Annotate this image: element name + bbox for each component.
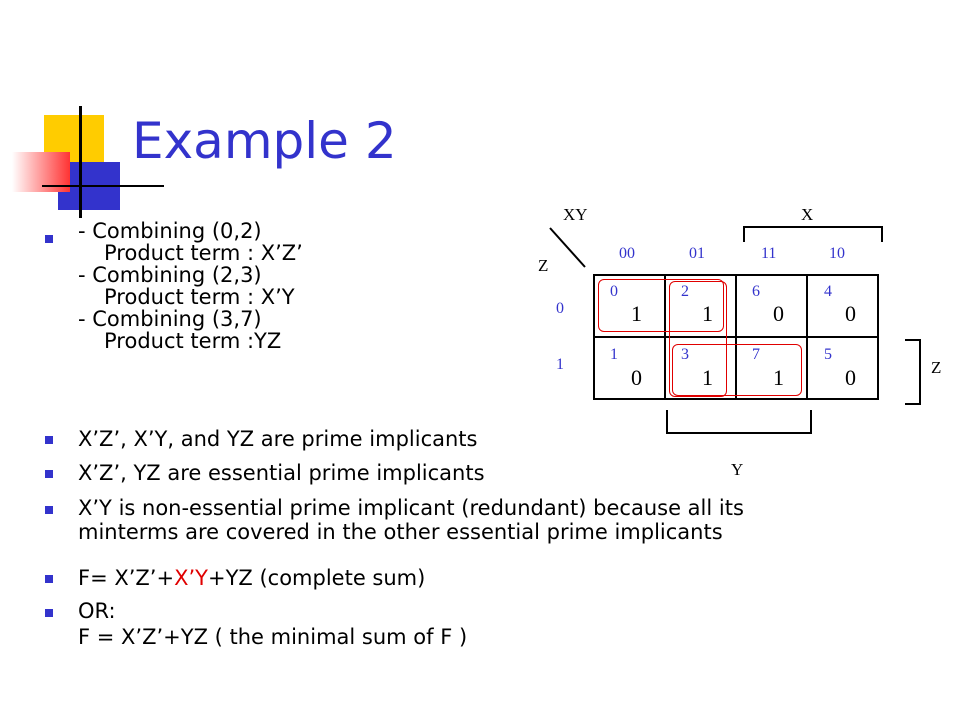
line-non-essential-1: X’Y is non-essential prime implicant (redundant) because all its [78, 496, 744, 520]
kmap-cell-index: 1 [610, 346, 618, 363]
kmap-cell-value: 1 [773, 365, 784, 390]
kmap-cell-value: 0 [773, 301, 784, 326]
slide-title: Example 2 [132, 112, 397, 170]
kmap-z-bracket [905, 339, 921, 405]
kmap-cell-index: 2 [681, 283, 689, 300]
kmap-cell-value: 0 [845, 365, 856, 390]
line-combining-3-7: - Combining (3,7) [78, 307, 262, 331]
line-combining-0-2: - Combining (0,2) [78, 219, 262, 243]
kmap-cell-index: 7 [752, 346, 760, 363]
bullet-prime-implicants: X’Z’, X’Y, and YZ are prime implicants [78, 427, 478, 451]
kmap-x-bracket [743, 226, 883, 242]
kmap-col-header: 11 [761, 245, 777, 262]
kmap-cell-value: 0 [845, 301, 856, 326]
kmap-y-label: Y [731, 460, 744, 479]
kmap-group-yz [672, 344, 802, 396]
kmap-y-bracket [666, 410, 812, 434]
kmap-cell-index: 6 [752, 283, 760, 300]
kmap-col-header: 10 [829, 245, 845, 262]
kmap-row-variable: Z [538, 256, 549, 275]
line-or: OR: [78, 599, 116, 623]
kmap-row-header: 1 [556, 356, 564, 373]
kmap-cell-index: 3 [681, 346, 689, 363]
kmap-cell-value: 1 [702, 365, 713, 390]
kmap-row-header: 0 [556, 300, 564, 317]
kmap-cell-index: 4 [824, 283, 832, 300]
complete-sum-part-1: F= X’Z’+ [78, 566, 175, 590]
kmap-cell-value: 1 [631, 301, 642, 326]
line-combining-2-3: - Combining (2,3) [78, 263, 262, 287]
kmap-grid-line [593, 336, 879, 338]
line-product-term-3: Product term :YZ [104, 329, 282, 353]
kmap-col-variable: XY [563, 205, 588, 224]
kmap-cell-index: 0 [610, 283, 618, 300]
complete-sum-redundant-term: X’Y [174, 566, 208, 590]
kmap-cell-value: 0 [631, 365, 642, 390]
line-product-term-2: Product term : X’Y [104, 285, 295, 309]
kmap-col-header: 00 [619, 245, 635, 262]
kmap-x-label: X [801, 205, 814, 224]
bullet-essential-prime-implicants: X’Z’, YZ are essential prime implicants [78, 461, 485, 485]
kmap-col-header: 01 [689, 245, 705, 262]
kmap-cell-index: 5 [824, 346, 832, 363]
kmap-z-label: Z [931, 358, 942, 377]
kmap-cell-value: 1 [702, 301, 713, 326]
line-minimal-sum: F = X’Z’+YZ ( the minimal sum of F ) [78, 625, 468, 649]
complete-sum-part-3: +YZ (complete sum) [207, 566, 426, 590]
line-product-term-1: Product term : X’Z’ [104, 241, 303, 265]
line-non-essential-2: minterms are covered in the other essential prime implicants [78, 520, 723, 544]
